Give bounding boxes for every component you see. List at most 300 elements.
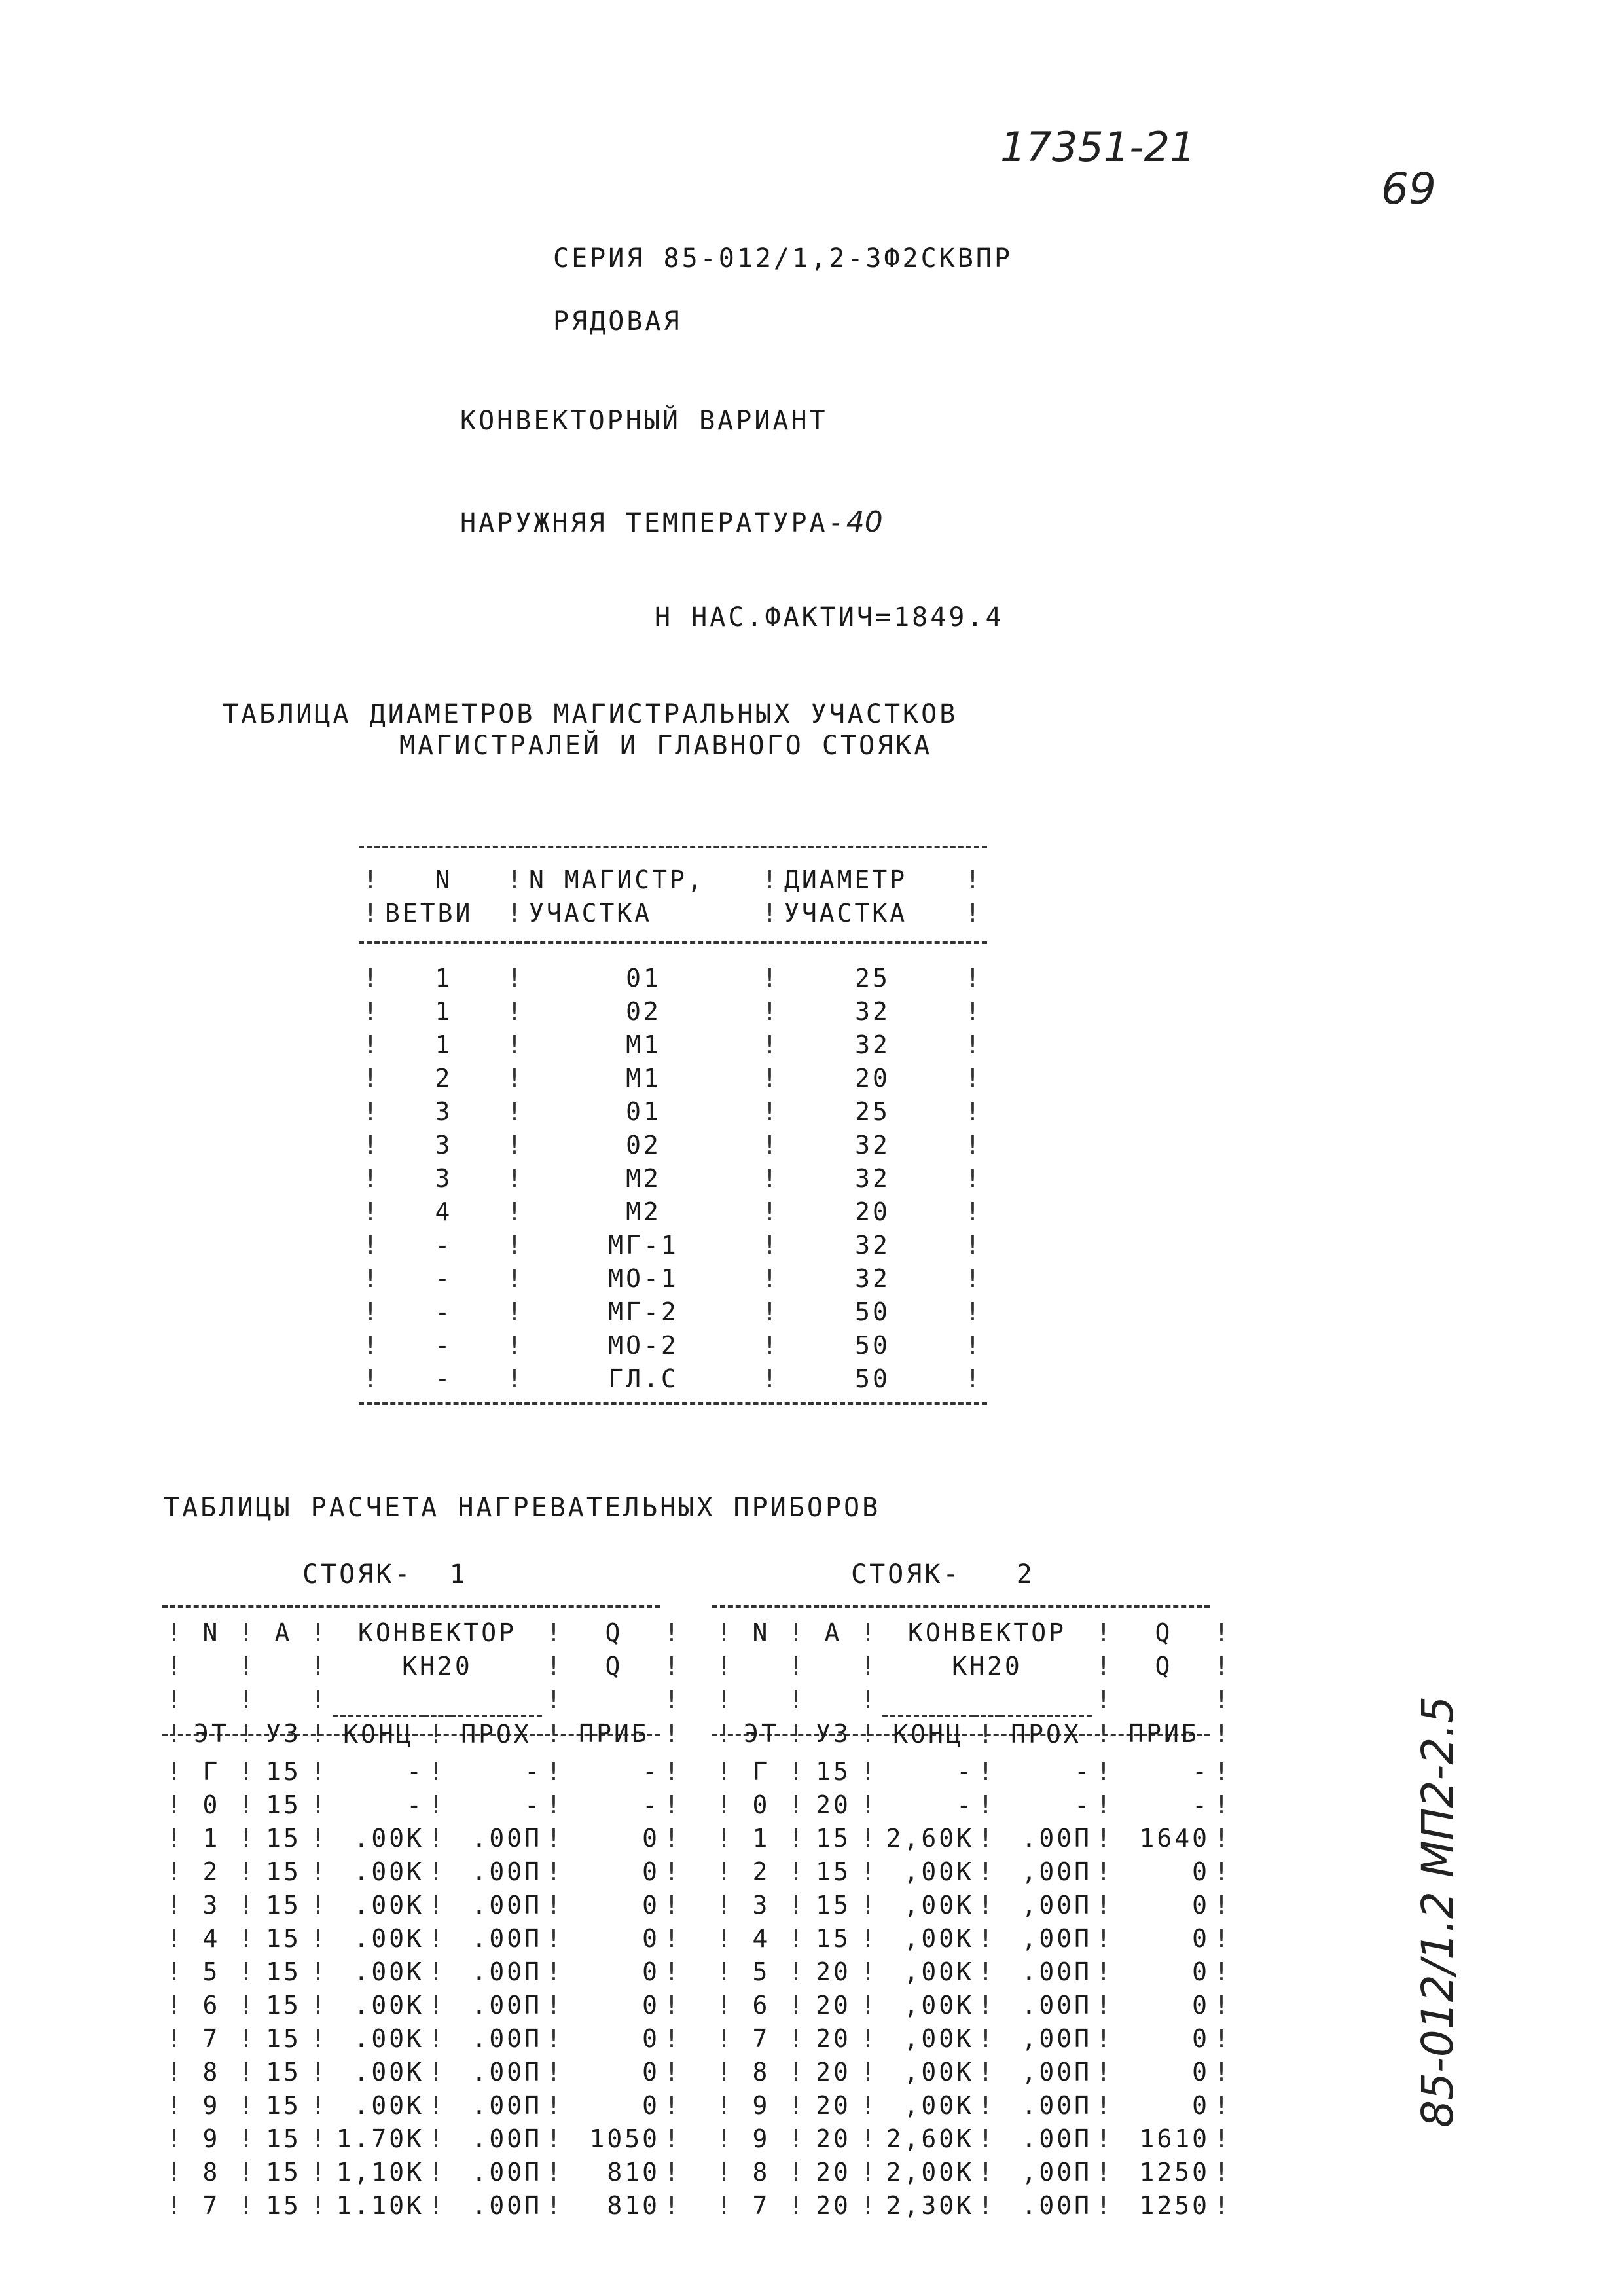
node-cell: 15 [266, 1857, 301, 1886]
branch-cell: 3 [435, 1097, 453, 1126]
diameter-cell: 32 [855, 996, 890, 1026]
konc-cell: 2,30К [886, 2190, 974, 2220]
table-row [712, 1821, 1236, 1855]
column-separator: ! [788, 1890, 806, 1919]
column-separator: ! [1096, 2157, 1114, 2187]
column-separator: ! [1214, 1684, 1232, 1714]
column-separator: ! [166, 1684, 185, 1714]
column-separator: ! [238, 1890, 257, 1919]
column-separator: ! [762, 1230, 780, 1260]
floor-cell: Г [202, 1756, 221, 1786]
column-separator: ! [788, 1923, 806, 1953]
floor-cell: 2 [202, 1857, 221, 1886]
hdr-kn20: КН20 [952, 1651, 1022, 1681]
column-separator: ! [363, 1197, 381, 1226]
column-separator: ! [664, 1990, 682, 2020]
table-row [162, 2022, 686, 2055]
column-separator: ! [310, 2157, 329, 2187]
hdr-q-2: Q [1155, 1651, 1173, 1681]
prox-cell: .00П [471, 2157, 542, 2187]
heaters-title: ТАБЛИЦЫ РАСЧЕТА НАГРЕВАТЕЛЬНЫХ ПРИБОРОВ [164, 1493, 881, 1523]
column-separator: ! [238, 1718, 257, 1748]
node-cell: 15 [266, 2124, 301, 2153]
konc-cell: - [956, 1790, 974, 1819]
column-separator: ! [762, 1364, 780, 1393]
node-cell: 20 [816, 2024, 851, 2053]
column-separator: ! [965, 996, 983, 1026]
q-cell: 1050 [589, 2124, 660, 2153]
konc-cell: .00К [353, 1990, 424, 2020]
hdr-kn20: КН20 [402, 1651, 473, 1681]
q-cell: 0 [642, 1990, 660, 2020]
prox-cell: ,00П [1021, 2024, 1092, 2053]
column-separator: ! [978, 2057, 996, 2086]
column-separator: ! [716, 2024, 734, 2053]
column-separator: ! [860, 1756, 878, 1786]
branch-cell: 2 [435, 1063, 453, 1093]
q-cell: 0 [1192, 1890, 1210, 1919]
handwritten-doc-number: 17351-21 [1000, 123, 1196, 171]
diameter-cell: 50 [855, 1330, 890, 1360]
column-separator: ! [788, 1857, 806, 1886]
column-separator: ! [716, 2057, 734, 2086]
column-separator: ! [860, 1684, 878, 1714]
column-separator: ! [363, 1297, 381, 1326]
column-separator: ! [965, 1230, 983, 1260]
hdr-a: А [824, 1618, 842, 1647]
hdr-prib: ПРИБ [1128, 1718, 1199, 1748]
section-cell: МО-2 [608, 1330, 679, 1360]
column-separator: ! [664, 2157, 682, 2187]
floor-cell: 5 [202, 1957, 221, 1986]
table-row [712, 1888, 1236, 1921]
column-separator: ! [788, 1823, 806, 1853]
table-row [359, 1362, 987, 1395]
section-cell: 02 [626, 1130, 661, 1159]
section-cell: МГ-1 [608, 1230, 679, 1260]
column-separator: ! [363, 996, 381, 1026]
column-separator: ! [166, 1890, 185, 1919]
hdr-q: Q [1155, 1618, 1173, 1647]
column-separator: ! [238, 2157, 257, 2187]
column-separator: ! [363, 1030, 381, 1059]
header-row [712, 1616, 1236, 1649]
konc-cell: 2,60К [886, 1823, 974, 1853]
prox-cell: .00П [471, 1890, 542, 1919]
column-separator: ! [978, 1923, 996, 1953]
column-separator: ! [507, 996, 525, 1026]
floor-cell: 9 [752, 2090, 770, 2120]
node-cell: 20 [816, 1990, 851, 2020]
table-row [712, 2155, 1236, 2189]
prox-cell: .00П [471, 1923, 542, 1953]
table-row [359, 1328, 987, 1362]
konc-cell: .00К [353, 1890, 424, 1919]
hdr-a: А [274, 1618, 293, 1647]
column-separator: ! [238, 2057, 257, 2086]
floor-cell: 7 [752, 2190, 770, 2220]
section-cell: ГЛ.С [608, 1364, 679, 1393]
q-cell: 0 [1192, 1923, 1210, 1953]
column-separator: ! [507, 1063, 525, 1093]
column-separator: ! [363, 1263, 381, 1293]
node-cell: 15 [266, 1923, 301, 1953]
diameter-cell: 32 [855, 1230, 890, 1260]
column-separator: ! [1096, 1718, 1114, 1748]
column-separator: ! [716, 1957, 734, 1986]
column-separator: ! [664, 1857, 682, 1886]
column-separator: ! [507, 1097, 525, 1126]
column-separator: ! [546, 2124, 564, 2153]
column-separator: ! [310, 2024, 329, 2053]
hdr-n: N [752, 1618, 770, 1647]
column-separator: ! [1214, 1756, 1232, 1786]
column-separator: ! [166, 2190, 185, 2220]
column-separator: ! [1214, 1923, 1232, 1953]
column-separator: ! [664, 1651, 682, 1681]
q-cell: 0 [642, 1890, 660, 1919]
prox-cell: ,00П [1021, 2057, 1092, 2086]
q-cell: 1250 [1139, 2157, 1210, 2187]
column-separator: ! [238, 1618, 257, 1647]
hdr-section-2: УЧАСТКА [529, 898, 653, 928]
column-separator: ! [788, 2190, 806, 2220]
column-separator: ! [965, 1330, 983, 1360]
hdr-section-1: N МАГИСТР, [529, 865, 705, 894]
node-cell: 15 [266, 2057, 301, 2086]
column-separator: ! [428, 1857, 446, 1886]
column-separator: ! [860, 1718, 878, 1748]
riser2-header [712, 1616, 1236, 1751]
riser1-title: СТОЯК- 1 [302, 1559, 468, 1590]
handwritten-page-number: 69 [1381, 164, 1436, 214]
column-separator: ! [788, 2124, 806, 2153]
hdr-convector: КОНВЕКТОР [358, 1618, 516, 1647]
column-separator: ! [978, 1823, 996, 1853]
floor-cell: 8 [752, 2157, 770, 2187]
column-separator: ! [363, 1063, 381, 1093]
column-separator: ! [965, 1097, 983, 1126]
konc-cell: ,00К [903, 2090, 974, 2120]
hdr-branch-2: ВЕТВИ [385, 898, 473, 928]
column-separator: ! [860, 1990, 878, 2020]
floor-cell: 1 [752, 1823, 770, 1853]
floor-cell: 5 [752, 1957, 770, 1986]
column-separator: ! [507, 1330, 525, 1360]
column-separator: ! [965, 1130, 983, 1159]
column-separator: ! [788, 2024, 806, 2053]
q-cell: 0 [1192, 1857, 1210, 1886]
column-separator: ! [166, 1957, 185, 1986]
column-separator: ! [1096, 2057, 1114, 2086]
q-cell: 0 [642, 2090, 660, 2120]
column-separator: ! [965, 1364, 983, 1393]
table-row [162, 1855, 686, 1888]
table-row [162, 2189, 686, 2222]
node-cell: 15 [266, 1990, 301, 2020]
floor-cell: 3 [202, 1890, 221, 1919]
floor-cell: 8 [202, 2057, 221, 2086]
column-separator: ! [363, 1163, 381, 1193]
q-cell: 0 [642, 1923, 660, 1953]
column-separator: ! [428, 1823, 446, 1853]
diam-table-header-rule [359, 941, 987, 944]
column-separator: ! [166, 1857, 185, 1886]
table-row [359, 1295, 987, 1328]
column-separator: ! [546, 1857, 564, 1886]
column-separator: ! [428, 1990, 446, 2020]
column-separator: ! [716, 2090, 734, 2120]
column-separator: ! [978, 1957, 996, 1986]
konc-cell: .00К [353, 1823, 424, 1853]
table-row [162, 1988, 686, 2022]
hdr-branch-1: N [435, 865, 453, 894]
column-separator: ! [238, 1857, 257, 1886]
node-cell: 15 [266, 2024, 301, 2053]
node-cell: 15 [816, 1823, 851, 1853]
column-separator: ! [664, 1756, 682, 1786]
column-separator: ! [1096, 1684, 1114, 1714]
floor-cell: 4 [752, 1923, 770, 1953]
column-separator: ! [965, 963, 983, 992]
konc-cell: 1.10К [336, 2190, 424, 2220]
branch-cell: - [435, 1364, 453, 1393]
column-separator: ! [428, 1923, 446, 1953]
hdr-q: Q [605, 1618, 623, 1647]
hdr-uz: УЗ [816, 1718, 851, 1748]
column-separator: ! [762, 996, 780, 1026]
prox-cell: ,00П [1021, 1923, 1092, 1953]
section-cell: М2 [626, 1197, 661, 1226]
table-row [712, 1988, 1236, 2022]
column-separator: ! [310, 1790, 329, 1819]
prox-cell: .00П [471, 2124, 542, 2153]
table-row [712, 2189, 1236, 2222]
riser2-top-rule [712, 1605, 1210, 1608]
node-cell: 15 [266, 1890, 301, 1919]
column-separator: ! [965, 1063, 983, 1093]
floor-cell: 7 [202, 2190, 221, 2220]
column-separator: ! [762, 1263, 780, 1293]
konc-cell: ,00К [903, 2024, 974, 2053]
column-separator: ! [507, 1230, 525, 1260]
column-separator: ! [546, 1651, 564, 1681]
column-separator: ! [1214, 1718, 1232, 1748]
column-separator: ! [238, 2124, 257, 2153]
branch-cell: - [435, 1230, 453, 1260]
prox-cell: .00П [1021, 2090, 1092, 2120]
column-separator: ! [788, 2090, 806, 2120]
q-cell: 1640 [1139, 1823, 1210, 1853]
branch-cell: 3 [435, 1130, 453, 1159]
table-row [359, 961, 987, 994]
column-separator: ! [860, 1923, 878, 1953]
branch-cell: 3 [435, 1163, 453, 1193]
column-separator: ! [716, 1651, 734, 1681]
floor-cell: 8 [202, 2157, 221, 2187]
outdoor-temp-label: НАРУЖНЯЯ ТЕМПЕРАТУРА- [460, 508, 846, 538]
prox-cell: .00П [471, 2024, 542, 2053]
header-row [712, 1682, 1236, 1716]
hdr-prox: ПРОХ [1011, 1719, 1081, 1749]
konc-cell: - [406, 1756, 424, 1786]
floor-cell: Г [752, 1756, 770, 1786]
column-separator: ! [788, 1790, 806, 1819]
prox-cell: .00П [1021, 1957, 1092, 1986]
column-separator: ! [166, 2124, 185, 2153]
column-separator: ! [1214, 1618, 1232, 1647]
node-cell: 15 [266, 1756, 301, 1786]
column-separator: ! [546, 1684, 564, 1714]
node-cell: 15 [816, 1923, 851, 1953]
column-separator: ! [166, 2024, 185, 2053]
header-row [712, 1716, 1236, 1751]
column-separator: ! [363, 1364, 381, 1393]
diam-table-header: ! N ! N МАГИСТР, ! ДИАМЕТР ! ! ВЕТВИ ! УЧАСТКА ! УЧАСТКА ! [359, 863, 987, 930]
column-separator: ! [310, 2124, 329, 2153]
q-cell: 0 [1192, 1957, 1210, 1986]
convector-divider [333, 1682, 542, 1716]
konc-cell: ,00К [903, 1990, 974, 2020]
column-separator: ! [860, 2124, 878, 2153]
konc-cell: .00К [353, 2090, 424, 2120]
node-cell: 15 [266, 2090, 301, 2120]
column-separator: ! [860, 1857, 878, 1886]
node-cell: 20 [816, 2090, 851, 2120]
section-cell: 01 [626, 963, 661, 992]
column-separator: ! [363, 963, 381, 992]
table-row [712, 1921, 1236, 1955]
column-separator: ! [762, 1297, 780, 1326]
column-separator: ! [507, 1364, 525, 1393]
column-separator: ! [788, 2057, 806, 2086]
column-separator: ! [166, 1651, 185, 1681]
konc-cell: ,00К [903, 1890, 974, 1919]
table-row [359, 1228, 987, 1262]
column-separator: ! [860, 1957, 878, 1986]
table-row [712, 2122, 1236, 2155]
column-separator: ! [546, 1890, 564, 1919]
konc-cell: .00К [353, 2024, 424, 2053]
table-row [359, 994, 987, 1028]
prox-cell: .00П [471, 1857, 542, 1886]
column-separator: ! [1214, 2124, 1232, 2153]
column-separator: ! [716, 1923, 734, 1953]
column-separator: ! [1214, 2157, 1232, 2187]
column-separator: ! [1096, 2090, 1114, 2120]
column-separator: ! [978, 2024, 996, 2053]
diameter-cell: 32 [855, 1163, 890, 1193]
prox-cell: - [1074, 1756, 1092, 1786]
floor-cell: 0 [752, 1790, 770, 1819]
table-row [162, 2055, 686, 2088]
column-separator: ! [238, 1823, 257, 1853]
diameter-cell: 50 [855, 1297, 890, 1326]
column-separator: ! [310, 1618, 329, 1647]
hdr-prox: ПРОХ [461, 1719, 532, 1749]
q-cell: - [1192, 1756, 1210, 1786]
branch-cell: - [435, 1297, 453, 1326]
column-separator: ! [1096, 1890, 1114, 1919]
column-separator: ! [1096, 2124, 1114, 2153]
table-row [359, 1061, 987, 1095]
column-separator: ! [664, 2057, 682, 2086]
h-fact-line: Н НАС.ФАКТИЧ=1849.4 [655, 602, 1004, 632]
column-separator: ! [978, 1857, 996, 1886]
node-cell: 15 [266, 2157, 301, 2187]
node-cell: 15 [816, 1756, 851, 1786]
column-separator: ! [1214, 2024, 1232, 2053]
table-row [712, 1788, 1236, 1821]
column-separator: ! [664, 2090, 682, 2120]
section-cell: М2 [626, 1163, 661, 1193]
konc-cell: 1,10К [336, 2157, 424, 2187]
column-separator: ! [546, 1756, 564, 1786]
header-row [162, 1649, 686, 1682]
riser1-top-rule [162, 1605, 660, 1608]
column-separator: ! [1214, 1790, 1232, 1819]
column-separator: ! [428, 2057, 446, 2086]
floor-cell: 1 [202, 1823, 221, 1853]
q-cell: - [642, 1756, 660, 1786]
column-separator: ! [860, 2024, 878, 2053]
section-cell: 01 [626, 1097, 661, 1126]
q-cell: 810 [607, 2190, 660, 2220]
column-separator: ! [965, 1297, 983, 1326]
table-row [359, 1128, 987, 1161]
column-separator: ! [238, 2190, 257, 2220]
column-separator: ! [546, 2024, 564, 2053]
table-row [712, 2088, 1236, 2122]
column-separator: ! [310, 1823, 329, 1853]
column-separator: ! [310, 1651, 329, 1681]
column-separator: ! [788, 1718, 806, 1748]
header-row [162, 1616, 686, 1649]
column-separator: ! [546, 1718, 564, 1748]
column-separator: ! [1096, 1957, 1114, 1986]
node-cell: 15 [266, 1957, 301, 1986]
column-separator: ! [1096, 1756, 1114, 1786]
column-separator: ! [664, 1923, 682, 1953]
column-separator: ! [546, 1823, 564, 1853]
floor-cell: 7 [202, 2024, 221, 2053]
hdr-uz: УЗ [266, 1718, 301, 1748]
variant-line: КОНВЕКТОРНЫЙ ВАРИАНТ [460, 406, 828, 436]
floor-cell: 4 [202, 1923, 221, 1953]
column-separator: ! [428, 2024, 446, 2053]
section-cell: М1 [626, 1063, 661, 1093]
q-cell: 1610 [1139, 2124, 1210, 2153]
diam-table-title-2: МАГИСТРАЛЕЙ И ГЛАВНОГО СТОЯКА [399, 731, 933, 761]
diameter-cell: 32 [855, 1263, 890, 1293]
prox-cell: ,00П [1021, 1890, 1092, 1919]
column-separator: ! [1214, 1651, 1232, 1681]
column-separator: ! [1096, 1923, 1114, 1953]
column-separator: ! [664, 1684, 682, 1714]
q-cell: 0 [642, 1857, 660, 1886]
column-separator: ! [166, 1923, 185, 1953]
header-row [712, 1649, 1236, 1682]
column-separator: ! [507, 963, 525, 992]
node-cell: 15 [266, 1823, 301, 1853]
column-separator: ! [166, 2157, 185, 2187]
prox-cell: .00П [471, 1957, 542, 1986]
column-separator: ! [664, 1790, 682, 1819]
column-separator: ! [860, 1823, 878, 1853]
diameter-cell: 32 [855, 1130, 890, 1159]
column-separator: ! [507, 1197, 525, 1226]
q-cell: 0 [642, 1957, 660, 1986]
